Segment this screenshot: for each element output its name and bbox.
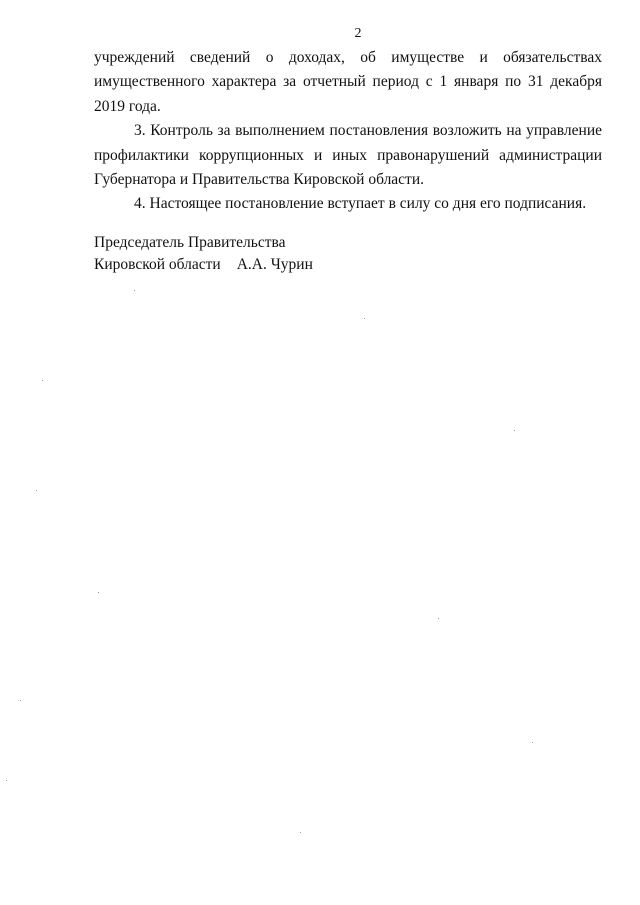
page-number: 2 — [354, 26, 362, 41]
signature-title-line1: Председатель Правительства — [94, 234, 286, 251]
paragraph-continued: учреждений сведений о доходах, об имуществе и обязательствах имущественного характера за отчетный период с 1 января по 31 декабря 2019 года. — [94, 49, 602, 115]
scan-speck — [42, 380, 43, 381]
scan-speck — [134, 290, 135, 291]
scan-speck — [514, 430, 515, 431]
paragraph-4: 4. Настоящее постановление вступает в силу со дня его подписания. — [134, 195, 587, 213]
signature-title-line2-row — [94, 254, 313, 276]
scan-speck — [438, 618, 439, 619]
scan-speck — [300, 832, 301, 833]
document-body — [94, 46, 602, 217]
paragraph-3: 3. Контроль за выполнением постановления возложить на управление профилактики коррупционных и иных правонарушений администрации Губернатора и Правительства Кировской области. — [94, 122, 602, 189]
signature-title-line2: Кировской области — [94, 256, 221, 273]
scan-speck — [36, 490, 37, 491]
scan-speck — [20, 700, 21, 701]
scan-speck — [532, 742, 533, 743]
scan-speck — [98, 592, 99, 593]
scan-speck — [6, 780, 7, 781]
signature-block — [94, 232, 313, 276]
scan-speck — [364, 318, 365, 319]
signatory-name: А.А. Чурин — [236, 256, 313, 273]
